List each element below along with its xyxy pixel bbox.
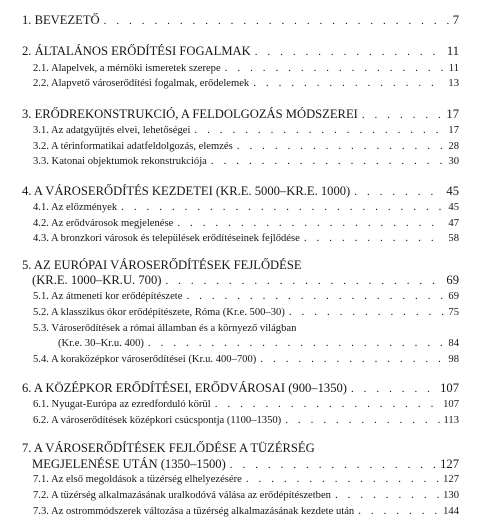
toc-entry-title: 6. A KÖZÉPKOR ERŐDÍTÉSEI, ERŐDVÁROSAI (900–1350) — [22, 381, 347, 395]
toc-section-3-3 — [0, 156, 483, 167]
toc-section-4-3 — [0, 233, 483, 244]
toc-section-3-2 — [0, 141, 483, 152]
toc-entry-title: 5.4. A koraközépkor városerődítései (Kr.u. 400–700) — [33, 354, 257, 365]
toc-entry-title: 7. A VÁROSERŐDÍTÉSEK FEJLŐDÉSE A TÜZÉRSÉG — [22, 441, 315, 455]
toc-page-number: 107 — [440, 381, 459, 395]
toc-section-7-3 — [0, 506, 483, 517]
toc-chapter-4 — [0, 184, 483, 199]
toc-entry-title: 4.3. A bronzkori városok és települések erődítéseinek fejlődése — [33, 233, 300, 244]
dot-leader — [246, 474, 439, 485]
dot-leader — [215, 399, 439, 410]
dot-leader — [335, 490, 439, 501]
toc-entry-title: 6.2. A városerődítések középkori csúcspontja (1100–1350) — [33, 415, 282, 426]
toc-page-number: 127 — [443, 474, 459, 485]
toc-entry-title: 3.3. Katonai objektumok rekonstrukciója — [33, 156, 207, 167]
toc-chapter-7-line-1 — [0, 441, 483, 456]
toc-entry-title: 4. A VÁROSERŐDÍTÉS KEZDETEI (KR.E. 5000–KR.E. 1000) — [22, 184, 351, 198]
toc-page-number: 28 — [448, 141, 459, 152]
toc-entry-title: 4.1. Az előzmények — [33, 202, 118, 213]
toc-page-number: 47 — [448, 218, 459, 229]
toc-entry-title: 2. ÁLTALÁNOS ERŐDÍTÉSI FOGALMAK — [22, 44, 251, 58]
toc-page-number: 17 — [446, 107, 459, 121]
dot-leader — [121, 202, 444, 213]
dot-leader — [186, 291, 444, 302]
toc-page-number: 69 — [446, 273, 459, 287]
toc-section-7-2 — [0, 490, 483, 501]
toc-entry-title: 5.2. A klasszikus ókor erődépítészete, Róma (Kr.e. 500–30) — [33, 307, 285, 318]
toc-page-number: 45 — [448, 202, 459, 213]
toc-entry-title: 4.2. Az erődvárosok megjelenése — [33, 218, 174, 229]
toc-chapter-5-line-1 — [0, 258, 483, 273]
toc-section-2-2 — [0, 78, 483, 89]
toc-section-2-1 — [0, 63, 483, 74]
toc-entry-title: 3. ERŐDREKONSTRUKCIÓ, A FELDOLGOZÁS MÓDSZEREI — [22, 107, 358, 121]
toc-chapter-1 — [0, 13, 483, 28]
toc-chapter-3 — [0, 107, 483, 122]
toc-entry-title: 7.2. A tüzérség alkalmazásának uralkodóvá válása az erődépítészetben — [33, 490, 331, 501]
dot-leader — [148, 338, 444, 349]
dot-leader — [225, 63, 445, 74]
toc-page-number: 69 — [448, 291, 459, 302]
toc-entry-title: 6.1. Nyugat-Európa az ezredforduló körül — [33, 399, 211, 410]
dot-leader — [253, 78, 444, 89]
dot-leader — [194, 125, 444, 136]
toc-page-number: 11 — [448, 63, 459, 74]
toc-entry-title-continued: (Kr.e. 30–Kr.u. 400) — [58, 338, 144, 349]
toc-entry-title: 7.3. Az ostrommódszerek változása a tüzérség alkalmazásának kezdete után — [33, 506, 355, 517]
toc-page-number: 84 — [448, 338, 459, 349]
toc-page-number: 127 — [440, 457, 459, 471]
toc-page-number: 17 — [448, 125, 459, 136]
toc-page-number: 144 — [443, 506, 459, 517]
toc-page-number: 45 — [446, 184, 459, 198]
toc-entry-title: 1. BEVEZETŐ — [22, 13, 100, 27]
dot-leader — [289, 307, 445, 318]
toc-page-number: 107 — [443, 399, 459, 410]
toc-page-number: 11 — [446, 44, 459, 58]
toc-section-5-1 — [0, 291, 483, 302]
dot-leader — [358, 506, 439, 517]
toc-section-7-1 — [0, 474, 483, 485]
dot-leader — [165, 276, 442, 287]
toc-page-number: 98 — [448, 354, 459, 365]
dot-leader — [230, 460, 436, 471]
toc-chapter-2 — [0, 44, 483, 59]
toc-entry-title: 5.3. Városerődítések a római államban és a környező világban — [33, 323, 297, 334]
dot-leader — [255, 47, 443, 58]
toc-entry-title: 2.1. Alapelvek, a mérnöki ismeretek szerepe — [33, 63, 221, 74]
toc-page-number: 7 — [452, 13, 459, 27]
dot-leader — [104, 16, 449, 27]
toc-entry-title: 3.1. Az adatgyűjtés elvei, lehetőségei — [33, 125, 191, 136]
dot-leader — [351, 384, 436, 395]
toc-entry-title: 5.1. Az átmeneti kor erődépítészete — [33, 291, 183, 302]
dot-leader — [237, 141, 445, 152]
toc-page-number: 30 — [448, 156, 459, 167]
toc-section-5-2 — [0, 307, 483, 318]
toc-section-4-1 — [0, 202, 483, 213]
dot-leader — [260, 354, 444, 365]
toc-page-number: 58 — [448, 233, 459, 244]
toc-section-5-3-line-1 — [0, 323, 483, 334]
toc-chapter-5 — [0, 273, 483, 288]
toc-section-4-2 — [0, 218, 483, 229]
toc-entry-title-continued: (KR.E. 1000–KR.U. 700) — [32, 273, 162, 287]
dot-leader — [285, 415, 439, 426]
dot-leader — [304, 233, 445, 244]
toc-entry-title-continued: MEGJELENÉSE UTÁN (1350–1500) — [32, 457, 226, 471]
toc-entry-title: 2.2. Alapvető városerődítési fogalmak, erődelemek — [33, 78, 250, 89]
toc-page-number: 13 — [448, 78, 459, 89]
dot-leader — [211, 156, 445, 167]
toc-section-6-2 — [0, 415, 483, 426]
toc-section-3-1 — [0, 125, 483, 136]
toc-page-number: 75 — [448, 307, 459, 318]
toc-section-6-1 — [0, 399, 483, 410]
toc-section-5-4 — [0, 354, 483, 365]
toc-page-number: 130 — [443, 490, 459, 501]
dot-leader — [177, 218, 444, 229]
toc-entry-title: 3.2. A térinformatikai adatfeldolgozás, elemzés — [33, 141, 233, 152]
dot-leader — [362, 110, 443, 121]
toc-section-5-3 — [0, 338, 483, 349]
toc-page-number: 113 — [443, 415, 459, 426]
toc-chapter-7 — [0, 457, 483, 472]
toc-entry-title: 5. AZ EURÓPAI VÁROSERŐDÍTÉSEK FEJLŐDÉSE — [22, 258, 302, 272]
toc-entry-title: 7.1. Az első megoldások a tüzérség elhelyezésére — [33, 474, 242, 485]
toc-chapter-6 — [0, 381, 483, 396]
dot-leader — [354, 187, 442, 198]
